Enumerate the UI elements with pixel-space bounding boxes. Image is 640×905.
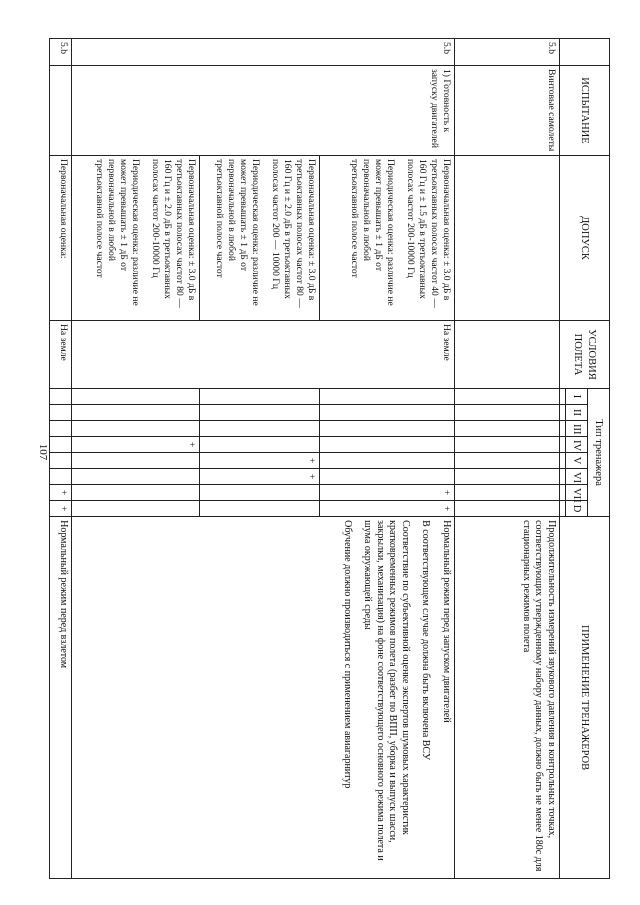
mark-V	[72, 453, 200, 469]
mark-VI	[320, 469, 455, 485]
mark-VII: +	[320, 485, 455, 501]
row-num: 5.b	[455, 39, 560, 66]
mark-VII: +	[50, 485, 72, 501]
row-test: Винтовые самолеты	[455, 66, 560, 156]
mark-VI: +	[200, 469, 320, 485]
row-tolerance	[200, 156, 320, 321]
mark-D	[455, 501, 560, 517]
simulator-test-table	[49, 38, 610, 879]
mark-IV	[200, 437, 320, 453]
rotated-table-region	[58, 38, 610, 878]
mark-D	[200, 501, 320, 517]
row-conditions	[455, 321, 560, 389]
row-application: Нормальный режим перед взлетом	[50, 517, 72, 879]
mark-VI	[455, 469, 560, 485]
table-row	[455, 39, 560, 879]
table-row	[320, 39, 455, 879]
row-tolerance: Первоначальная оценка:	[50, 156, 72, 321]
tolerance-initial: Первоначальная оценка: ± 3.0 дБ в третьоктавных полосах частот 80 — 160 Гц и ± 2.0 дБ в третьоктавных полосах частот 200 — 10000 Гц	[270, 159, 317, 308]
mark-I	[200, 389, 320, 405]
mark-II	[200, 405, 320, 421]
mark-II	[72, 405, 200, 421]
header-sim-type: Тип тренажера	[588, 389, 610, 517]
mark-III	[200, 421, 320, 437]
mark-VII	[455, 485, 560, 501]
row-application: Продолжительность измерений звукового давления в контрольных точках, соответствующих утвержденному набору данных, должно быть не менее 180с для стационарных режимов полета	[455, 517, 560, 879]
tolerance-initial: Первоначальная оценка: ± 3.0 дБ в третьоктавных полосах частот 40 — 160 Гц и ± 1.5 дБ в третьоктавных полосах частот 200-10000 Гц	[405, 159, 452, 308]
row-test	[50, 66, 72, 156]
row-conditions: На земле	[72, 321, 455, 389]
row-num: 5.b	[72, 39, 455, 66]
mark-II	[455, 405, 560, 421]
mark-III	[50, 421, 72, 437]
header-tolerance: ДОПУСК	[560, 156, 610, 321]
mark-D: +	[320, 501, 455, 517]
mark-I	[72, 389, 200, 405]
mark-II	[320, 405, 455, 421]
mark-VI	[50, 469, 72, 485]
mark-IV	[50, 437, 72, 453]
type-III: III	[566, 421, 588, 437]
page-number: 107	[37, 443, 49, 461]
mark-IV	[455, 437, 560, 453]
tolerance-periodic: Периодическая оценка: различие не может превышать ± 1 дБ от первоначальной в любой третьоктавной полосе частот	[349, 159, 397, 306]
header-num	[560, 39, 610, 66]
mark-I	[320, 389, 455, 405]
type-D: D	[566, 501, 588, 517]
type-VII: VII	[566, 485, 588, 501]
type-II: II	[566, 405, 588, 421]
type-I: I	[566, 389, 588, 405]
mark-D	[72, 501, 200, 517]
mark-VII	[72, 485, 200, 501]
row-tolerance	[72, 156, 200, 321]
mark-VII	[200, 485, 320, 501]
mark-I	[455, 389, 560, 405]
mark-I	[50, 389, 72, 405]
mark-IV: +	[72, 437, 200, 453]
tolerance-initial: Первоначальная оценка: ± 3.0 дБ в третьоктавных полосах частот 80 — 160 Гц и ± 2.0 дБ в третьоктавных полосах частот 200-10000 Гц	[150, 159, 197, 308]
row-tolerance	[320, 156, 455, 321]
mark-V	[455, 453, 560, 469]
table-row	[50, 39, 72, 879]
tolerance-periodic: Периодическая оценка: различие не может превышать ± 1 дБ от первоначальной в любой третьоктавной полосе частот	[214, 159, 262, 306]
row-num: 5.b	[50, 39, 72, 66]
mark-D: +	[50, 501, 72, 517]
header-test: ИСПЫТАНИЕ	[560, 66, 610, 156]
mark-III	[455, 421, 560, 437]
row-conditions: На земле	[50, 321, 72, 389]
mark-V: +	[200, 453, 320, 469]
row-test: 1) Готовность к запуску двигателей	[72, 66, 455, 156]
mark-V	[50, 453, 72, 469]
mark-II	[50, 405, 72, 421]
mark-V	[320, 453, 455, 469]
row-tolerance	[455, 156, 560, 321]
tolerance-periodic: Периодическая оценка: различие не может превышать ± 1 дБ от первоначальной в любой третьоктавной полосе частот	[94, 159, 142, 306]
mark-III	[72, 421, 200, 437]
type-V: V	[566, 453, 588, 469]
type-VI: VI	[566, 469, 588, 485]
type-IV: IV	[566, 437, 588, 453]
header-conditions: УСЛОВИЯ ПОЛЕТА	[560, 321, 610, 389]
mark-III	[320, 421, 455, 437]
mark-VI	[72, 469, 200, 485]
mark-IV	[320, 437, 455, 453]
header-application: ПРИМЕНЕНИЕ ТРЕНАЖЕРОВ	[560, 517, 610, 879]
row-application: Нормальный режим перед запуском двигателей В соответствующем случае должна быть включена ВСУ Соответствие по субъективной оценке экспертов шумовых характеристик кратковременных режимов полета (разбег по ВПП, уборка и выпуск шасси, закрылки, механизация) на фоне соответствующего основного режима полета и шума окружающей среды Обучение должно производиться с применением авиагарнитур	[72, 517, 455, 879]
